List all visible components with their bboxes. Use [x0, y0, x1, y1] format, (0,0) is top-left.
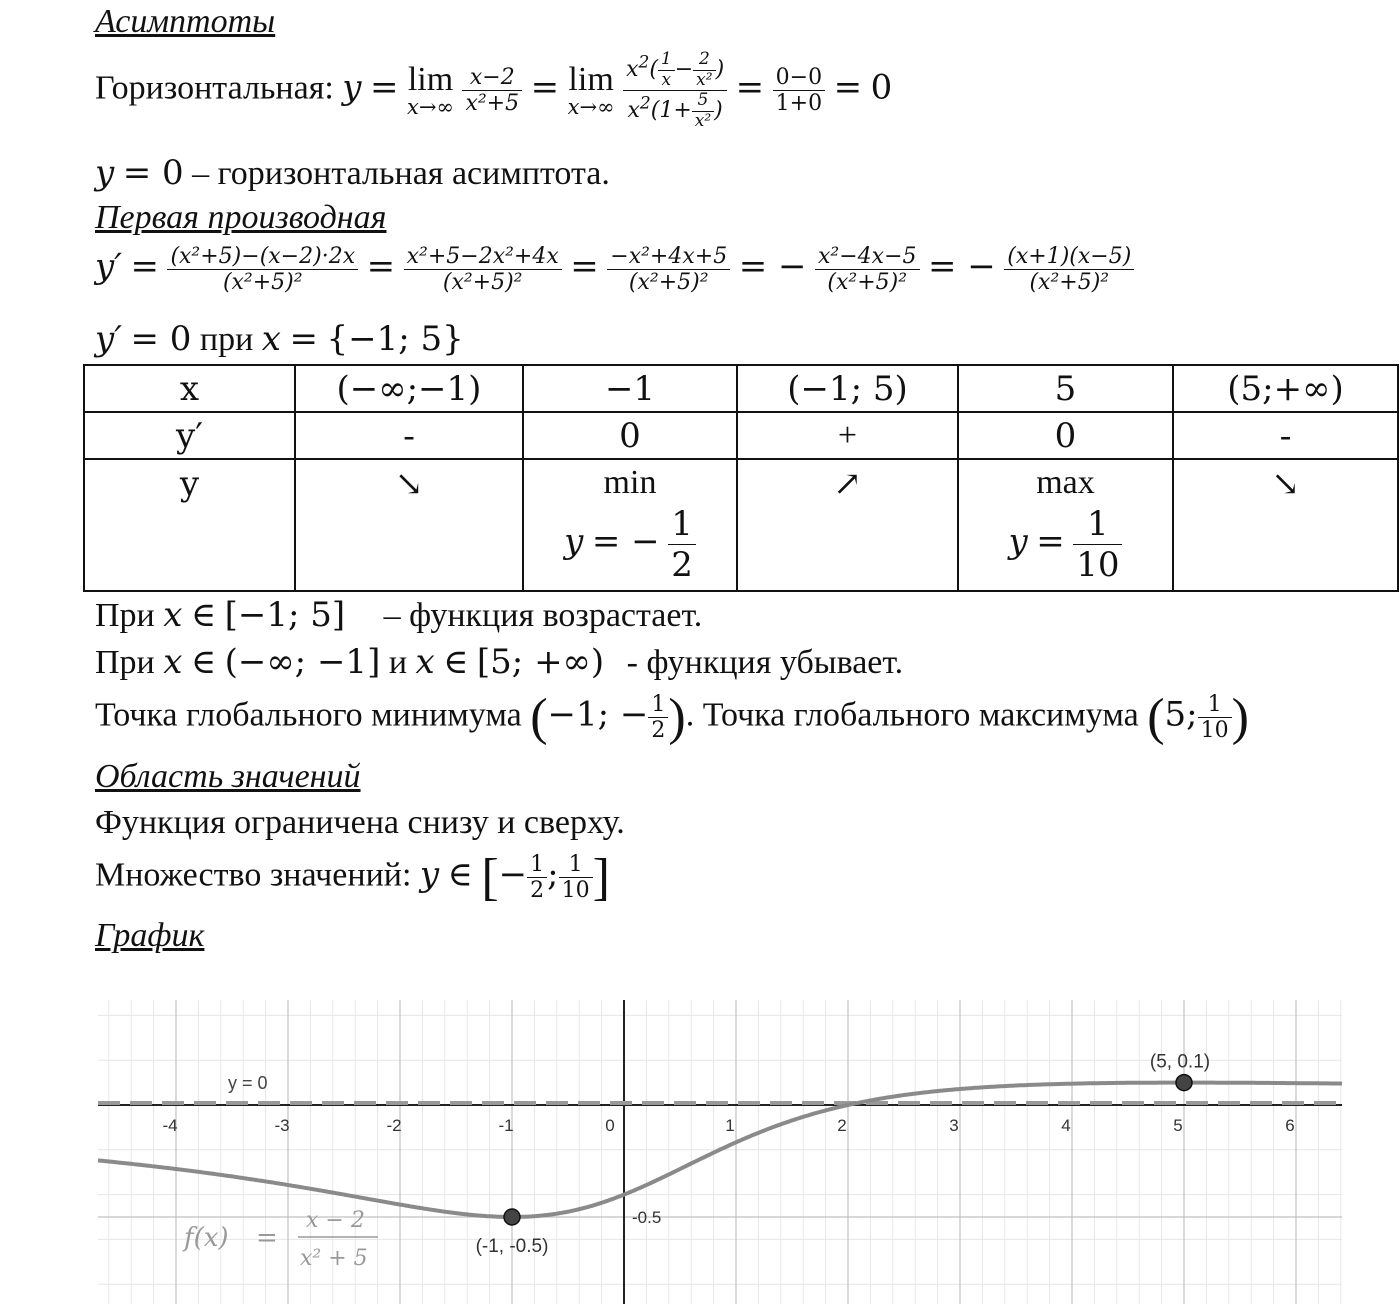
major-grid [98, 1000, 1342, 1304]
decreasing-line: При x ∈ (−∞; −1] и x ∈ [5; +∞) - функция убывает. [95, 642, 904, 682]
limit-result: 0 [870, 67, 893, 108]
table-cell: - [1173, 412, 1398, 459]
point-label: (5, 0.1) [1149, 1051, 1211, 1073]
horizontal-conclusion: y = 0 – горизонтальная асимптота. [95, 153, 610, 193]
heading-asymptotes: Асимптоты [95, 3, 276, 40]
min-label: min [603, 464, 657, 501]
y-tick-label: -0.5 [632, 1208, 662, 1227]
x-tick-label: 2 [837, 1116, 847, 1135]
table-header-cell: 5 [958, 365, 1173, 412]
table-cell-min [523, 459, 737, 591]
x-tick-labels [162, 1116, 1294, 1135]
table-row [84, 459, 1398, 591]
max-label: max [1036, 464, 1095, 501]
x-tick-label: 3 [949, 1116, 959, 1135]
svg-text:x − 2: x − 2 [306, 1208, 365, 1233]
function-graph [0, 990, 1400, 1307]
point-label: (-1, -0.5) [475, 1236, 549, 1257]
svg-text:f(x): f(x) [184, 1223, 229, 1253]
table-row [84, 365, 1398, 412]
svg-text:x² + 5: x² + 5 [300, 1246, 368, 1271]
table-cell: - [295, 412, 523, 459]
point-marker [504, 1209, 520, 1225]
derivative-formula: y′ = $\frac{\text{(x²+5)−(x−2)·2x}}{\text{(x²+5)²}}$ = $\frac{\text{x²+5−2x²+4x}}{\text{(x²+5)²}}$ = $\frac{\text{−x²+4x+5}}{\text{(x²+5)²}}$ = − $\frac{\text{x²−4x−5}}{\text{(x²+5)²}}$ = − $\frac{(x+1)(x-5)}{\text{(x²+5)²}}$ [95, 244, 1134, 296]
table-cell: y [84, 459, 295, 591]
heading-first-derivative: Первая производная [95, 199, 387, 236]
deriv-fraction-5: $\frac{(x+1)(x-5)}{\text{(x²+5)²}}$ [1004, 244, 1134, 296]
table-header-cell: x [84, 365, 295, 412]
table-cell: ↗ [737, 459, 958, 591]
bounded-line: Функция ограничена снизу и сверху. [95, 804, 625, 841]
fraction-1: $\frac{x-2}{\text{x²+5}}$ [462, 65, 522, 117]
table-header-cell: −1 [523, 365, 737, 412]
max-value: y = $\frac{1}{10}$ [959, 504, 1172, 585]
x-tick-label: -4 [162, 1116, 178, 1135]
min-value: y = − $\frac{1}{2}$ [524, 504, 736, 585]
extremum-points-line: Точка глобального минимума (−1; − $\frac{1}{2}$ ). Точка глобального максимума (5; $\frac{1}{10}$ ) [95, 689, 1249, 746]
table-cell: + [737, 412, 958, 459]
asymptote-label: y = 0 [228, 1073, 268, 1093]
table-header-cell: (−∞;−1) [295, 365, 523, 412]
table-cell: ↘ [295, 459, 523, 591]
table-cell: ↘ [1173, 459, 1398, 591]
sign-table [83, 364, 1399, 592]
axes [98, 1000, 1342, 1304]
x-tick-label: 1 [725, 1116, 735, 1135]
table-cell: y′ [84, 412, 295, 459]
limit-1: lim x→∞ [407, 61, 454, 120]
fraction-3: $\frac{0-0}{1+0}$ [773, 65, 825, 117]
x-tick-label: -3 [274, 1116, 290, 1135]
derivative-zero-line: y′ = 0 при x = {−1; 5} [95, 319, 464, 359]
x-tick-label: -2 [386, 1116, 402, 1135]
x-tick-label: 5 [1173, 1116, 1183, 1135]
x-tick-label: 0 [605, 1116, 615, 1135]
table-header-cell: (5;+∞) [1173, 365, 1398, 412]
heading-range: Область значений [95, 758, 361, 795]
increasing-line: При x ∈ [−1; 5] – функция возрастает. [95, 595, 703, 635]
table-header-cell: (−1; 5) [737, 365, 958, 412]
minor-grid [98, 1000, 1342, 1304]
svg-text:=: = [256, 1223, 278, 1253]
point-marker [1176, 1075, 1192, 1091]
table-cell-max [958, 459, 1173, 591]
y-tick-labels [632, 1208, 661, 1227]
horizontal-asymptote-formula: Горизонтальная: y = lim x→∞ $\frac{x-2}{\text{x²+5}}$ = lim x→∞ $x^2$( $\frac{1}{x}$ − $\frac{2}{\text{x²}}$ ) $x^2(1+$ $\frac{5}{\text{x²}}$ ) = $\frac{0-0}{1+0}$ = 0 [95, 49, 893, 131]
horizontal-label: Горизонтальная: [95, 69, 334, 107]
table-row [84, 412, 1398, 459]
x-tick-label: 6 [1285, 1116, 1295, 1135]
deriv-fraction-3: $\frac{\text{−x²+4x+5}}{\text{(x²+5)²}}$ [607, 244, 730, 296]
table-cell: 0 [958, 412, 1173, 459]
table-cell: 0 [523, 412, 737, 459]
x-tick-label: -1 [498, 1116, 514, 1135]
x-tick-label: 4 [1061, 1116, 1071, 1135]
value-set-line: Множество значений: y ∈ [− $\frac{1}{2}$ ; $\frac{1}{10}$ ] [95, 849, 610, 906]
limit-2: lim x→∞ [567, 61, 615, 120]
deriv-fraction-4: $\frac{\text{x²−4x−5}}{\text{(x²+5)²}}$ [815, 244, 920, 296]
deriv-fraction-1: $\frac{\text{(x²+5)−(x−2)·2x}}{\text{(x²+5)²}}$ [167, 244, 358, 296]
fraction-2: $x^2$( $\frac{1}{x}$ − $\frac{2}{\text{x²}}$ ) $x^2(1+$ $\frac{5}{\text{x²}}$ ) [623, 50, 727, 131]
deriv-fraction-2: $\frac{\text{x²+5−2x²+4x}}{\text{(x²+5)²}}$ [404, 244, 562, 296]
heading-graph: График [95, 917, 205, 954]
